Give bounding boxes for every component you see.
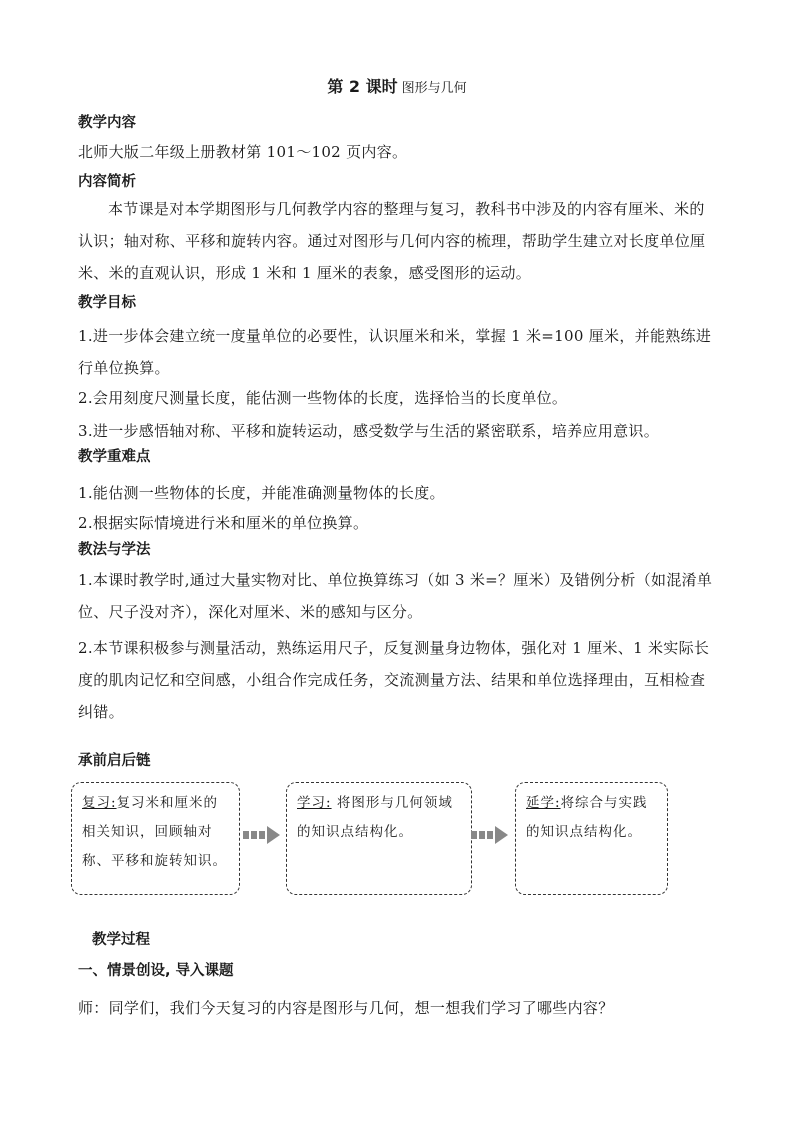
- summary-text: 本节课是对本学期图形与几何教学内容的整理与复习，教科书中涉及的内容有厘米、米的认识；轴对称、平移和旋转内容。通过对图形与几何内容的梳理，帮助学生建立对长度单位厘米、米的直观认识，形成 1 米和 1 厘米的表象，感受图形的运动。: [78, 200, 706, 282]
- method-item-1: 1.本课时教学时,通过大量实物对比、单位换算练习（如 3 米=？厘米）及错例分析（如混淆单位、尺子没对齐），深化对厘米、米的感知与区分。: [78, 571, 713, 621]
- learn-text: 将图形与几何领域的知识点结构化。: [297, 795, 453, 840]
- lesson-number: 第 2 课时: [327, 77, 398, 96]
- section-1-heading: 一、情景创设, 导入课题: [78, 963, 234, 979]
- content-heading: 教学内容: [78, 115, 136, 131]
- review-text: 复习米和厘米的相关知识，回顾轴对称、平移和旋转知识。: [82, 795, 227, 869]
- keypoints-heading: 教学重难点: [78, 449, 151, 465]
- learn-box: [286, 782, 472, 895]
- review-box: [71, 782, 240, 895]
- process-heading: 教学过程: [92, 932, 150, 948]
- extend-box: [515, 782, 668, 895]
- arrow-right-icon: [243, 826, 283, 844]
- goal-item-3: 3.进一步感悟轴对称、平移和旋转运动，感受数学与生活的紧密联系，培养应用意识。: [78, 422, 660, 440]
- arrow-right-icon: [471, 826, 511, 844]
- goals-heading: 教学目标: [78, 295, 136, 311]
- extend-label: 延学:: [526, 795, 561, 811]
- extend-text: 将综合与实践的知识点结构化。: [526, 795, 648, 840]
- lesson-topic: 图形与几何: [401, 81, 467, 96]
- content-text: 北师大版二年级上册教材第 101～102 页内容。: [78, 143, 408, 161]
- learn-label: 学习:: [297, 795, 332, 811]
- teacher-line: 师：同学们，我们今天复习的内容是图形与几何，想一想我们学习了哪些内容？: [78, 999, 614, 1017]
- methods-heading: 教法与学法: [78, 542, 151, 558]
- page-title: [0, 76, 794, 100]
- goal-item-1: 1.进一步体会建立统一度量单位的必要性，认识厘米和米，掌握 1 米=100 厘米，并能熟练进行单位换算。: [78, 327, 712, 377]
- method-item-2: 2.本节课积极参与测量活动，熟练运用尺子，反复测量身边物体，强化对 1 厘米、1 米实际长度的肌肉记忆和空间感，小组合作完成任务，交流测量方法、结果和单位选择理由，互相检查纠错。: [78, 639, 710, 721]
- summary-heading: 内容简析: [78, 174, 136, 190]
- goal-item-2: 2.会用刻度尺测量长度，能估测一些物体的长度，选择恰当的长度单位。: [78, 389, 568, 407]
- review-label: 复习:: [82, 795, 117, 811]
- keypoint-item-1: 1.能估测一些物体的长度，并能准确测量物体的长度。: [78, 484, 445, 502]
- chain-heading: 承前启后链: [78, 753, 151, 769]
- keypoint-item-2: 2.根据实际情境进行米和厘米的单位换算。: [78, 514, 369, 532]
